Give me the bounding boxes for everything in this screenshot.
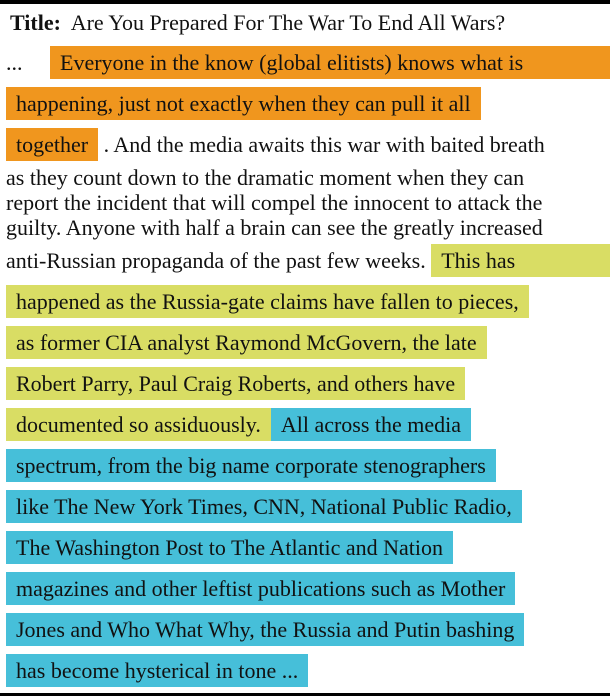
plain-text-span: . And the media awaits this war with baited breath (98, 132, 545, 157)
cyan-highlighted-span: magazines and other leftist publications such as Mother (6, 572, 515, 605)
text-line (0, 83, 610, 124)
yellow-highlighted-span: documented so assiduously. (6, 408, 271, 441)
text-line (0, 165, 610, 190)
plain-text-span: guilty. Anyone with half a brain can see the greatly increased (6, 215, 543, 240)
yellow-highlighted-span: happened as the Russia-gate claims have fallen to pieces, (6, 285, 529, 318)
text-line (0, 281, 610, 322)
text-line (0, 445, 610, 486)
text-line (0, 42, 610, 83)
orange-highlighted-span: together (6, 128, 98, 161)
yellow-highlighted-span: as former CIA analyst Raymond McGovern, the late (6, 326, 487, 359)
plain-text-span: report the incident that will compel the innocent to attack the (6, 190, 543, 215)
text-line (0, 322, 610, 363)
text-line (0, 404, 610, 445)
orange-highlighted-span: happening, just not exactly when they can pull it all (6, 87, 481, 120)
article-title: Are You Prepared For The War To End All Wars? (60, 10, 506, 35)
text-line (0, 609, 610, 650)
orange-highlighted-span: Everyone in the know (global elitists) knows what is (50, 46, 610, 79)
yellow-highlighted-span: Robert Parry, Paul Craig Roberts, and others have (6, 367, 465, 400)
cyan-highlighted-span: spectrum, from the big name corporate stenographers (6, 449, 496, 482)
cyan-highlighted-span: has become hysterical in tone ... (6, 654, 308, 687)
text-line (0, 240, 610, 281)
cyan-highlighted-span: Jones and Who What Why, the Russia and Putin bashing (6, 613, 524, 646)
text-line (0, 190, 610, 215)
title-label: Title: (10, 10, 61, 35)
text-line (0, 568, 610, 609)
text-line (0, 215, 610, 240)
article-body (0, 42, 610, 691)
text-line (0, 650, 610, 691)
article-title-line (0, 4, 610, 42)
text-line (0, 363, 610, 404)
text-line (0, 486, 610, 527)
cyan-highlighted-span: The Washington Post to The Atlantic and Nation (6, 531, 453, 564)
plain-text-span: anti-Russian propaganda of the past few weeks. (6, 248, 432, 273)
yellow-highlighted-span: This has (431, 244, 610, 277)
cyan-highlighted-span: like The New York Times, CNN, National Public Radio, (6, 490, 522, 523)
cyan-highlighted-span: All across the media (271, 408, 471, 441)
plain-text-span: ... (6, 50, 50, 75)
plain-text-span: as they count down to the dramatic moment when they can (6, 165, 525, 190)
text-line (0, 124, 610, 165)
text-line (0, 527, 610, 568)
